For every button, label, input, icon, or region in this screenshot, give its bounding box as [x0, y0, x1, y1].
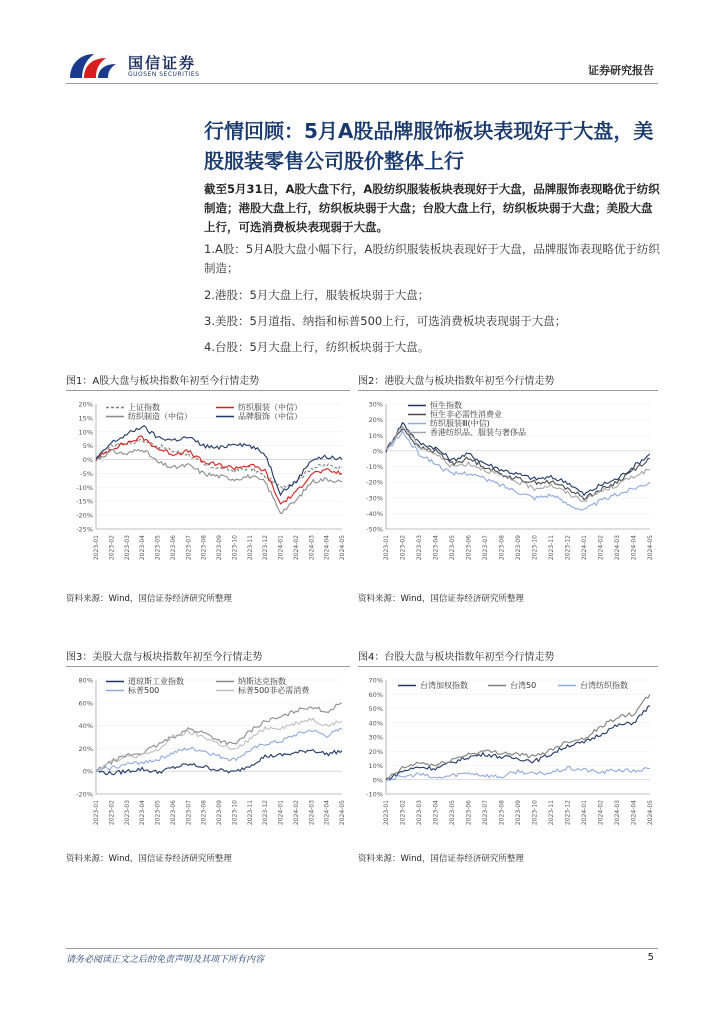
x-tick-label: 2023-10	[531, 535, 539, 561]
y-tick-label: 5%	[82, 442, 93, 451]
figure-3-chart	[66, 668, 350, 846]
legend-label: 台湾纺织指数	[580, 681, 628, 690]
x-tick-label: 2023-02	[399, 800, 407, 826]
y-tick-label: 10%	[368, 762, 383, 770]
x-tick-label: 2024-03	[614, 535, 621, 561]
figure-4-chart	[358, 668, 658, 846]
x-tick-label: 2023-10	[531, 800, 539, 826]
y-tick-label: 70%	[368, 676, 383, 685]
x-tick-label: 2023-07	[185, 535, 193, 561]
disclaimer-text: 请务必阅读正文之后的免责声明及其项下所有内容	[66, 955, 265, 965]
x-tick-label: 2024-04	[630, 535, 638, 561]
legend-label: 香港纺织品、服装与奢侈品	[430, 428, 526, 437]
figure-1-title: 图1：A股大盘与板块指数年初至今行情走势	[66, 372, 350, 391]
series-line	[96, 436, 342, 504]
y-tick-label: 0%	[372, 776, 383, 785]
series-line	[96, 718, 342, 772]
y-tick-label: 0%	[82, 767, 93, 776]
list-item-us-share: 3.美股：5月道指、纳指和标普500上行，可选消费板块表现弱于大盘；	[204, 314, 567, 328]
y-tick-label: -40%	[366, 509, 383, 518]
figure-2-source: 资料来源：Wind，国信证券经济研究所整理	[358, 594, 524, 604]
y-tick-label: 20%	[78, 744, 93, 753]
x-tick-label: 2023-11	[246, 535, 254, 561]
x-tick-label: 2023-09	[515, 800, 522, 826]
x-tick-label: 2023-01	[93, 535, 100, 561]
x-tick-label: 2024-01	[581, 535, 588, 561]
x-tick-label: 2024-05	[339, 800, 346, 826]
x-tick-label: 2023-07	[482, 800, 489, 826]
x-tick-label: 2024-04	[630, 800, 638, 826]
legend-label: 台湾50	[510, 681, 537, 690]
y-tick-label: 80%	[78, 676, 93, 685]
x-tick-label: 2023-11	[246, 800, 254, 826]
legend-label: 上证指数	[128, 403, 160, 412]
series-line	[386, 429, 650, 500]
x-tick-label: 2023-12	[564, 800, 572, 826]
x-tick-label: 2023-04	[139, 800, 147, 826]
figure-3-source: 资料来源：Wind，国信证券经济研究所整理	[66, 854, 232, 864]
x-tick-label: 2023-06	[169, 800, 177, 826]
y-tick-label: -10%	[366, 463, 383, 471]
x-tick-label: 2023-06	[465, 535, 473, 561]
x-tick-label: 2023-07	[482, 535, 489, 561]
list-item-hk-share: 2.港股：5月大盘上行，服装板块弱于大盘；	[204, 288, 430, 302]
x-tick-label: 2023-06	[169, 535, 177, 561]
y-tick-label: -50%	[366, 525, 383, 534]
y-tick-label: 40%	[78, 722, 93, 731]
figure-4-source: 资料来源：Wind，国信证券经济研究所整理	[358, 854, 524, 864]
x-tick-label: 2023-11	[548, 800, 555, 826]
series-line	[96, 703, 342, 771]
figure-2-svg	[358, 392, 658, 577]
legend-label: 品牌服饰（中信）	[238, 412, 302, 421]
y-tick-label: 10%	[368, 431, 383, 440]
x-tick-label: 2023-01	[383, 800, 390, 826]
y-tick-label: -10%	[76, 483, 93, 492]
series-line	[386, 431, 650, 510]
x-tick-label: 2024-01	[581, 800, 588, 826]
legend-label: 道琼斯工业指数	[128, 677, 184, 686]
x-tick-label: 2023-12	[262, 800, 270, 826]
y-tick-label: 20%	[78, 400, 93, 409]
page-header	[66, 50, 658, 84]
y-tick-label: -20%	[76, 511, 93, 520]
y-tick-label: 60%	[368, 690, 383, 699]
figure-1-chart	[66, 392, 350, 577]
x-tick-label: 2023-10	[231, 800, 239, 826]
guosen-logo	[66, 50, 206, 84]
list-item-tw-share: 4.台股：5月大盘上行，纺织板块弱于大盘。	[204, 340, 430, 354]
y-tick-label: 30%	[368, 733, 383, 742]
figure-1-source: 资料来源：Wind，国信证券经济研究所整理	[66, 594, 232, 604]
x-tick-label: 2023-06	[465, 800, 473, 826]
series-line	[96, 728, 342, 771]
section-title: 行情回顾：5月A股品牌服饰板块表现好于大盘，美股服装零售公司股价整体上行	[204, 119, 654, 173]
page-footer	[66, 948, 658, 966]
y-tick-label: 0%	[372, 447, 383, 456]
x-tick-label: 2023-02	[399, 535, 407, 561]
y-tick-label: 50%	[368, 705, 383, 713]
logo-mark-icon	[66, 52, 122, 82]
x-tick-label: 2023-08	[498, 800, 506, 826]
legend-label: 恒生非必需性消费业	[430, 410, 502, 419]
x-tick-label: 2024-05	[647, 535, 654, 561]
legend-label: 纳斯达克指数	[238, 677, 286, 686]
x-tick-label: 2024-04	[323, 800, 331, 826]
y-tick-label: -20%	[366, 478, 383, 487]
x-tick-label: 2024-02	[597, 800, 605, 826]
y-tick-label: -25%	[76, 525, 93, 534]
x-tick-label: 2023-09	[216, 535, 223, 561]
series-line	[96, 450, 342, 514]
x-tick-label: 2023-10	[231, 535, 239, 561]
x-tick-label: 2024-04	[323, 535, 331, 561]
x-tick-label: 2024-03	[308, 800, 316, 826]
series-line	[96, 426, 342, 495]
series-line	[386, 706, 650, 780]
x-tick-label: 2023-03	[123, 535, 131, 561]
x-tick-label: 2023-04	[139, 535, 147, 561]
y-tick-label: 0%	[82, 456, 93, 465]
x-tick-label: 2023-08	[200, 535, 208, 561]
x-tick-label: 2024-03	[614, 800, 621, 826]
figure-3-title: 图3：美股大盘与板块指数年初至今行情走势	[66, 648, 350, 667]
legend-label: 标普500非必需消费	[238, 686, 310, 695]
page-number: 5	[647, 952, 654, 963]
x-tick-label: 2023-05	[154, 535, 162, 561]
x-tick-label: 2023-03	[416, 535, 423, 561]
x-tick-label: 2023-08	[200, 800, 208, 826]
x-tick-label: 2024-02	[292, 800, 300, 826]
x-tick-label: 2023-09	[515, 535, 522, 561]
y-tick-label: -10%	[366, 790, 383, 799]
x-tick-label: 2023-09	[216, 800, 223, 826]
y-tick-label: 10%	[78, 428, 93, 437]
figure-1-svg	[66, 392, 350, 577]
figure-4-svg	[358, 668, 658, 846]
series-line	[386, 426, 650, 501]
x-tick-label: 2023-05	[449, 800, 456, 826]
y-tick-label: -20%	[76, 790, 93, 799]
y-tick-label: 40%	[368, 719, 383, 728]
figure-3-svg	[66, 668, 350, 846]
x-tick-label: 2023-08	[498, 535, 506, 561]
legend-label: 台湾加权指数	[420, 681, 468, 690]
figure-2-chart	[358, 392, 658, 577]
x-tick-label: 2023-05	[449, 535, 456, 561]
y-tick-label: 15%	[78, 414, 93, 423]
x-tick-label: 2023-02	[108, 800, 116, 826]
x-tick-label: 2024-01	[277, 535, 285, 561]
x-tick-label: 2024-05	[647, 800, 654, 826]
x-tick-label: 2023-12	[564, 535, 572, 561]
x-tick-label: 2023-04	[432, 800, 440, 826]
y-tick-label: -5%	[80, 469, 93, 478]
legend-label: 纺织制造（中信）	[128, 412, 192, 421]
list-item-a-share: 1.A股：5月A股大盘小幅下行，A股纺织服装板块表现好于大盘，品牌服饰表现略优于纺织制造；	[204, 242, 660, 275]
x-tick-label: 2023-12	[262, 535, 270, 561]
x-tick-label: 2023-07	[185, 800, 193, 826]
x-tick-label: 2024-03	[308, 535, 316, 561]
x-tick-label: 2023-02	[108, 535, 116, 561]
legend-label: 纺织服装（中信）	[238, 403, 302, 412]
y-tick-label: 30%	[368, 400, 383, 409]
x-tick-label: 2023-01	[383, 535, 390, 561]
y-tick-label: 20%	[368, 747, 383, 756]
x-tick-label: 2024-02	[597, 535, 605, 561]
figure-2-title: 图2：港股大盘与板块指数年初至今行情走势	[358, 372, 658, 391]
y-tick-label: -15%	[76, 497, 93, 506]
legend-label: 纺织服装Ⅲ(中信)	[430, 419, 490, 428]
x-tick-label: 2023-03	[123, 800, 131, 826]
legend-label: 标普500	[128, 686, 160, 695]
x-tick-label: 2023-11	[548, 535, 555, 561]
x-tick-label: 2024-05	[339, 535, 346, 561]
logo-en-text: GUOSEN SECURITIES	[128, 71, 200, 78]
y-tick-label: 20%	[368, 416, 383, 425]
x-tick-label: 2023-03	[416, 800, 423, 826]
x-tick-label: 2024-01	[277, 800, 285, 826]
x-tick-label: 2023-05	[154, 800, 162, 826]
legend-label: 恒生指数	[430, 401, 462, 410]
report-type-label: 证券研究报告	[588, 64, 654, 77]
x-tick-label: 2024-02	[292, 535, 300, 561]
x-tick-label: 2023-01	[93, 800, 100, 826]
figure-4-title: 图4：台股大盘与板块指数年初至今行情走势	[358, 648, 658, 667]
x-tick-label: 2023-04	[432, 535, 440, 561]
y-tick-label: -30%	[366, 494, 383, 503]
y-tick-label: 60%	[78, 699, 93, 708]
summary-paragraph: 截至5月31日，A股大盘下行，A股纺织服装板块表现好于大盘，品牌服饰表现略优于纺织制造；港股大盘上行，纺织板块弱于大盘；台股大盘上行，纺织板块弱于大盘；美股大盘上行，可选消费板块表现弱于大盘。	[204, 182, 660, 234]
logo-cn-text: 国信证券	[128, 54, 197, 72]
